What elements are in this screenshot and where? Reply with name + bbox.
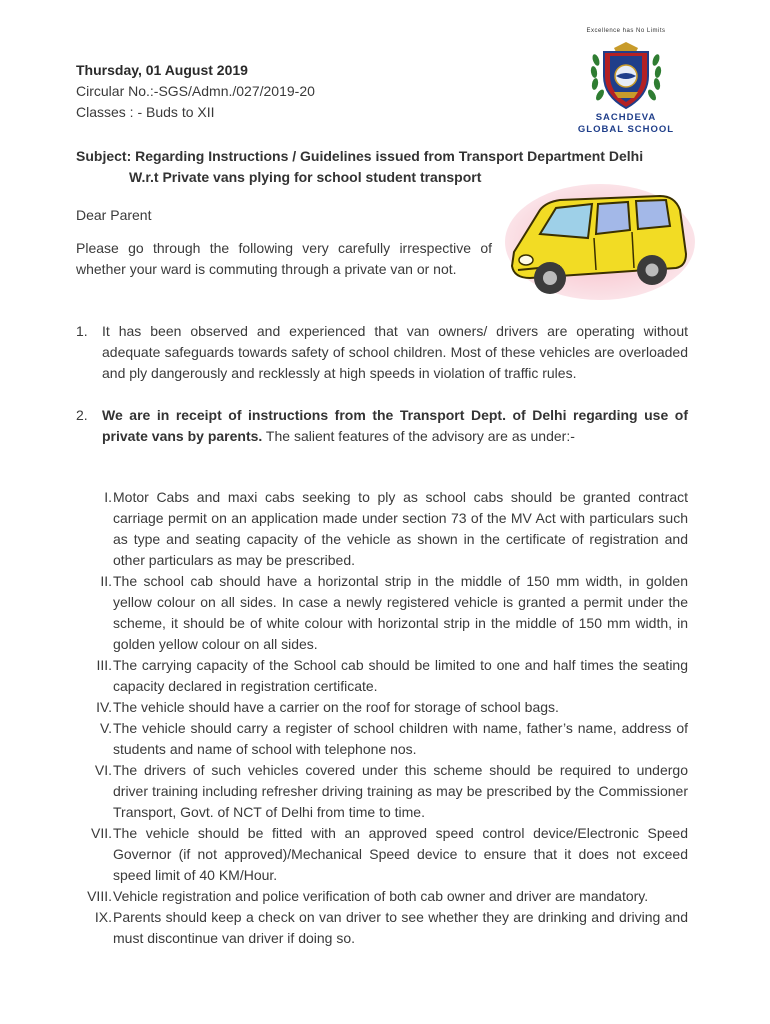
guideline-number: I. (104, 489, 112, 505)
guideline-item (76, 487, 688, 571)
point-plain-text: The salient features of the advisory are as under:- (262, 428, 575, 444)
guideline-text: The carrying capacity of the School cab should be limited to one and half times the seating capacity declared in registration certificate. (113, 657, 688, 694)
circular-header (76, 60, 315, 123)
point-bold-text: We are in receipt of instructions from the Transport Dept. of Delhi regarding use of private vans by parents. (102, 407, 688, 444)
guideline-number: VIII. (87, 888, 112, 904)
salutation: Dear Parent (76, 207, 152, 223)
school-name (566, 112, 686, 136)
point-text (102, 405, 688, 447)
guideline-number: V. (100, 720, 112, 736)
guideline-item (76, 655, 688, 697)
guideline-text: The school cab should have a horizontal strip in the middle of 150 mm width, in golden yellow colour on all sides. In case a newly registered vehicle is granted a permit under the scheme, it should be of white colour with horizontal strip in the middle of 150 mm width, in golden yellow colour on all sides. (113, 573, 688, 652)
guideline-text: Parents should keep a check on van driver to see whether they are drinking and driving and must discontinue van driver if doing so. (113, 909, 688, 946)
school-crest-icon (586, 40, 666, 112)
guidelines-list (76, 487, 688, 949)
guideline-item (76, 886, 688, 907)
guideline-item (76, 823, 688, 886)
guideline-number: VII. (90, 825, 112, 841)
guideline-text: The drivers of such vehicles covered under this scheme should be required to undergo driver training including refresher driving training as may be prescribed by the Commissioner Transport, Govt. of NCT of Delhi from time to time. (113, 762, 688, 820)
school-motto: Excellence has No Limits (586, 28, 666, 34)
school-name-line1: SACHDEVA (595, 112, 657, 123)
subject-line2: W.r.t Private vans plying for school student transport (129, 169, 482, 185)
point-text: It has been observed and experienced that van owners/ drivers are operating without adequate safeguards towards safety of school children. Most of these vehicles are overloaded and ply dangerously and recklessly at high speeds in violation of traffic rules. (102, 323, 688, 381)
guideline-item (76, 697, 688, 718)
circular-classes: Classes : - Buds to XII (76, 104, 215, 120)
intro-paragraph: Please go through the following very carefully irrespective of whether your ward is commuting through a private van or not. (76, 240, 492, 277)
subject-line1: Subject: Regarding Instructions / Guidelines issued from Transport Department Delhi (76, 148, 644, 164)
circular-number: Circular No.:-SGS/Admn./027/2019-20 (76, 83, 315, 99)
main-points (76, 321, 688, 468)
guideline-number: II. (100, 573, 112, 589)
guideline-text: The vehicle should have a carrier on the roof for storage of school bags. (113, 699, 559, 715)
guideline-item (76, 571, 688, 655)
guideline-text: Motor Cabs and maxi cabs seeking to ply as school cabs should be granted contract carriage permit on an application made under section 73 of the MV Act with particulars such as type and seating capacity of the vehicle as shown in the certificate of registration and other particulars as may be prescribed. (113, 489, 688, 568)
guideline-number: IV. (96, 699, 112, 715)
school-van-illustration (500, 182, 695, 310)
point-number: 1. (76, 323, 88, 339)
guideline-text: The vehicle should carry a register of school children with name, father’s name, address of students and name of school with telephone nos. (113, 720, 688, 757)
guideline-number: VI. (94, 762, 112, 778)
guideline-text: Vehicle registration and police verification of both cab owner and driver are mandatory. (113, 888, 649, 904)
point-number: 2. (76, 407, 88, 423)
circular-date: Thursday, 01 August 2019 (76, 62, 248, 78)
guideline-text: The vehicle should be fitted with an approved speed control device/Electronic Speed Governor (if not approved)/Mechanical Speed device to ensure that it does not exceed speed limit of 40 KM/Hour. (113, 825, 688, 883)
school-name-line2: GLOBAL SCHOOL (577, 124, 675, 135)
point-item (76, 321, 688, 384)
guideline-item (76, 760, 688, 823)
point-item (76, 405, 688, 447)
guideline-item (76, 907, 688, 949)
guideline-number: IX. (94, 909, 112, 925)
guideline-number: III. (96, 657, 112, 673)
guideline-item (76, 718, 688, 760)
